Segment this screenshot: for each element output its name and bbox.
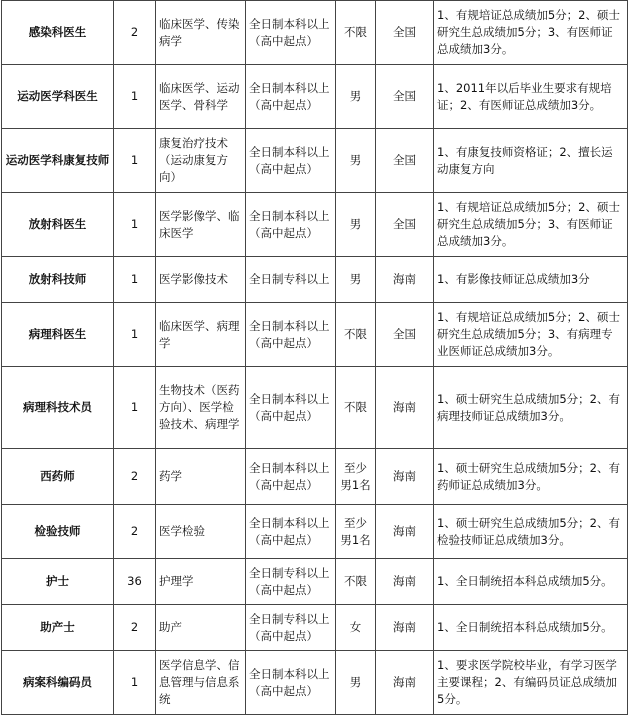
- position-name: 检验技师: [2, 505, 114, 559]
- major: 药学: [156, 449, 246, 505]
- position-name: 运动医学科医生: [2, 65, 114, 129]
- headcount: 1: [114, 65, 156, 129]
- table-row: [2, 303, 628, 367]
- position-name: 运动医学科康复技师: [2, 129, 114, 193]
- gender: 至少男1名: [336, 449, 376, 505]
- major: 医学影像技术: [156, 257, 246, 303]
- position-name: 放射科医生: [2, 193, 114, 257]
- table-row: [2, 449, 628, 505]
- gender: 至少男1名: [336, 505, 376, 559]
- gender: 男: [336, 257, 376, 303]
- major: 临床医学、病理学: [156, 303, 246, 367]
- education: 全日制专科以上（高中起点）: [246, 605, 336, 651]
- table-row: [2, 257, 628, 303]
- gender: 男: [336, 193, 376, 257]
- requirements: 1、有影像技师证总成绩加3分: [434, 257, 628, 303]
- position-name: 护士: [2, 559, 114, 605]
- location: 全国: [376, 129, 434, 193]
- position-name: 病案科编码员: [2, 651, 114, 715]
- headcount: 36: [114, 559, 156, 605]
- headcount: 1: [114, 257, 156, 303]
- requirements: 1、有康复技师资格证；2、擅长运动康复方向: [434, 129, 628, 193]
- headcount: 2: [114, 505, 156, 559]
- location: 海南: [376, 651, 434, 715]
- major: 临床医学、传染病学: [156, 1, 246, 65]
- gender: 不限: [336, 559, 376, 605]
- location: 全国: [376, 65, 434, 129]
- headcount: 1: [114, 303, 156, 367]
- table-row: [2, 651, 628, 715]
- major: 医学影像学、临床医学: [156, 193, 246, 257]
- table-row: [2, 129, 628, 193]
- headcount: 1: [114, 129, 156, 193]
- table-row: [2, 65, 628, 129]
- table-row: [2, 605, 628, 651]
- position-name: 感染科医生: [2, 1, 114, 65]
- requirements: 1、有规培证总成绩加5分；2、硕士研究生总成绩加5分；3、有医师证总成绩加3分。: [434, 193, 628, 257]
- location: 海南: [376, 449, 434, 505]
- education: 全日制本科以上（高中起点）: [246, 65, 336, 129]
- requirements: 1、有规培证总成绩加5分；2、硕士研究生总成绩加5分；3、有医师证总成绩加3分。: [434, 1, 628, 65]
- position-name: 放射科技师: [2, 257, 114, 303]
- gender: 男: [336, 651, 376, 715]
- gender: 男: [336, 65, 376, 129]
- table-row: [2, 193, 628, 257]
- headcount: 1: [114, 367, 156, 449]
- major: 生物技术（医药方向）、医学检验技术、病理学: [156, 367, 246, 449]
- education: 全日制本科以上（高中起点）: [246, 129, 336, 193]
- location: 海南: [376, 559, 434, 605]
- requirements: 1、硕士研究生总成绩加5分；2、有检验技师证总成绩加3分。: [434, 505, 628, 559]
- location: 海南: [376, 367, 434, 449]
- position-name: 助产士: [2, 605, 114, 651]
- education: 全日制本科以上（高中起点）: [246, 505, 336, 559]
- position-name: 病理科技术员: [2, 367, 114, 449]
- requirements: 1、2011年以后毕业生要求有规培证；2、有医师证总成绩加3分。: [434, 65, 628, 129]
- requirements: 1、有规培证总成绩加5分；2、硕士研究生总成绩加5分；3、有病理专业医师证总成绩加3分。: [434, 303, 628, 367]
- requirements: 1、全日制统招本科总成绩加5分。: [434, 559, 628, 605]
- location: 全国: [376, 303, 434, 367]
- major: 医学信息学、信息管理与信息系统: [156, 651, 246, 715]
- position-name: 西药师: [2, 449, 114, 505]
- table-row: [2, 505, 628, 559]
- job-table: [1, 0, 628, 715]
- requirements: 1、要求医学院校毕业，有学习医学主要课程；2、有编码员证总成绩加5分。: [434, 651, 628, 715]
- gender: 不限: [336, 367, 376, 449]
- education: 全日制本科以上（高中起点）: [246, 449, 336, 505]
- major: 医学检验: [156, 505, 246, 559]
- gender: 女: [336, 605, 376, 651]
- table-row: [2, 559, 628, 605]
- headcount: 2: [114, 1, 156, 65]
- headcount: 1: [114, 651, 156, 715]
- education: 全日制专科以上: [246, 257, 336, 303]
- location: 海南: [376, 257, 434, 303]
- headcount: 2: [114, 449, 156, 505]
- headcount: 2: [114, 605, 156, 651]
- gender: 不限: [336, 303, 376, 367]
- education: 全日制本科以上（高中起点）: [246, 1, 336, 65]
- location: 海南: [376, 505, 434, 559]
- table-row: [2, 367, 628, 449]
- table-row: [2, 1, 628, 65]
- education: 全日制本科以上（高中起点）: [246, 651, 336, 715]
- major: 助产: [156, 605, 246, 651]
- major: 护理学: [156, 559, 246, 605]
- location: 海南: [376, 605, 434, 651]
- major: 临床医学、运动医学、骨科学: [156, 65, 246, 129]
- gender: 男: [336, 129, 376, 193]
- location: 全国: [376, 1, 434, 65]
- education: 全日制本科以上（高中起点）: [246, 367, 336, 449]
- requirements: 1、硕士研究生总成绩加5分；2、有病理技师证总成绩加3分。: [434, 367, 628, 449]
- education: 全日制本科以上（高中起点）: [246, 303, 336, 367]
- position-name: 病理科医生: [2, 303, 114, 367]
- headcount: 1: [114, 193, 156, 257]
- education: 全日制本科以上（高中起点）: [246, 193, 336, 257]
- location: 全国: [376, 193, 434, 257]
- major: 康复治疗技术（运动康复方向）: [156, 129, 246, 193]
- gender: 不限: [336, 1, 376, 65]
- requirements: 1、全日制统招本科总成绩加5分。: [434, 605, 628, 651]
- education: 全日制专科以上（高中起点）: [246, 559, 336, 605]
- requirements: 1、硕士研究生总成绩加5分；2、有药师证总成绩加3分。: [434, 449, 628, 505]
